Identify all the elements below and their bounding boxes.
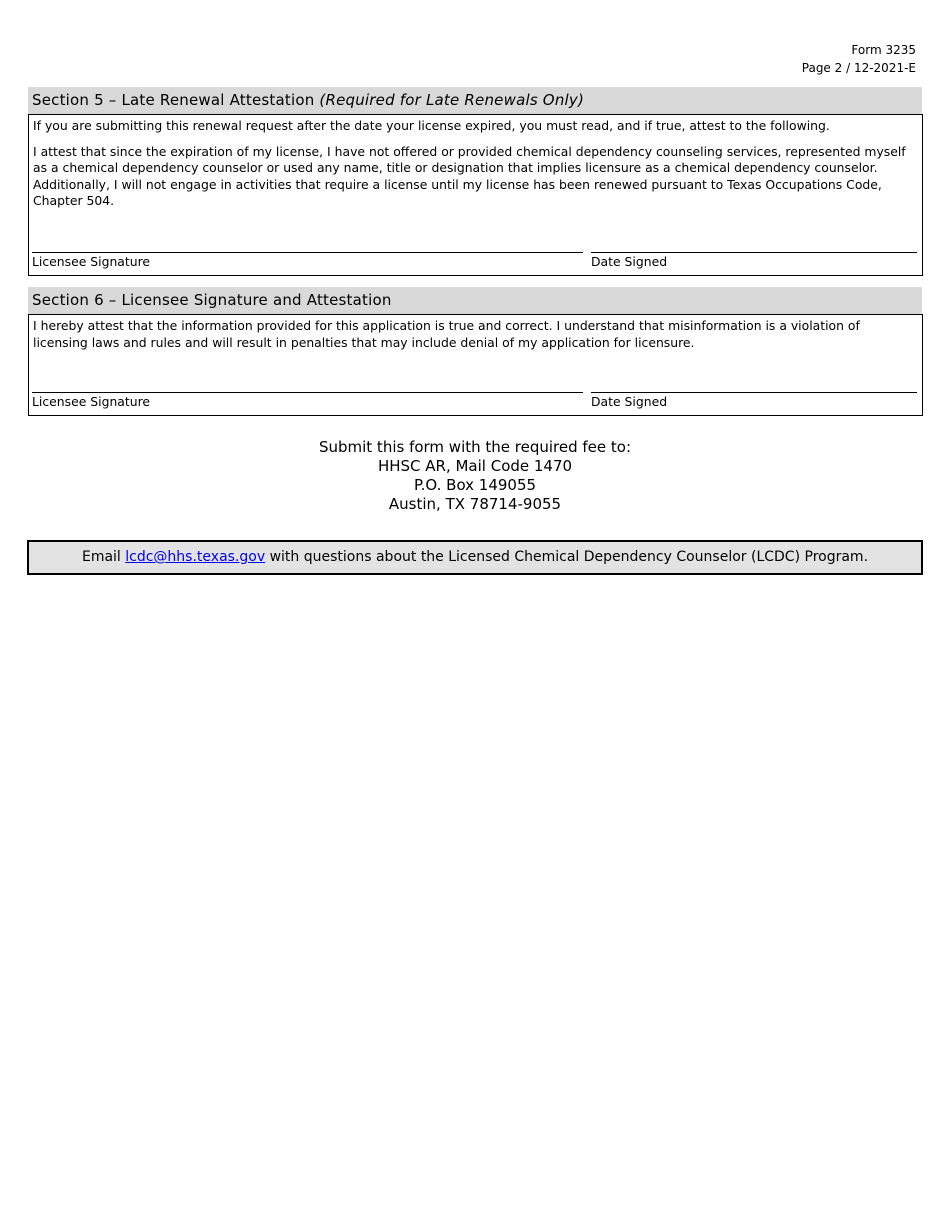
section-6-attestation: I hereby attest that the information provided for this application is true and correct. I understand that misinformation is a violation of licensing laws and rules and will result in penalties that may include denial of my application for licensure.: [33, 318, 860, 350]
section-5-attestation: I attest that since the expiration of my license, I have not offered or provided chemical dependency counseling services, represented myself as a chemical dependency counselor or used any name, title or designation that implies licensure as a chemical dependency counselor. Additionally, I will not engage in activities that require a license until my license has been renewed pursuant to Texas Occupations Code, Chapter 504.: [33, 143, 906, 208]
section-5-signature-label: Licensee Signature: [32, 254, 151, 269]
section-5-subtitle: (Required for Late Renewals Only): [319, 91, 585, 109]
section-6-box: [28, 314, 923, 416]
submit-instruction: Submit this form with the required fee to:: [318, 438, 632, 456]
section-5-box: [28, 114, 923, 276]
page-info: Page 2 / 12-2021-E: [801, 61, 916, 75]
submit-city: Austin, TX 78714-9055: [388, 495, 562, 513]
section-6-date-label: Date Signed: [591, 394, 668, 409]
contact-email-link[interactable]: lcdc@hhs.texas.gov: [125, 549, 266, 565]
section-5-intro: If you are submitting this renewal request after the date your license expired, you must read, and if true, attest to the following.: [33, 118, 830, 133]
section-6-signature-field[interactable]: [32, 392, 583, 411]
section-6-title: Section 6 – Licensee Signature and Attestation: [32, 291, 392, 309]
contact-prefix: Email: [81, 549, 121, 565]
form-number: Form 3235: [851, 43, 916, 57]
section-6-date-field[interactable]: [591, 392, 917, 411]
submit-address: [0, 438, 950, 514]
submit-po-box: P.O. Box 149055: [413, 476, 537, 494]
form-header: [802, 41, 916, 77]
section-5-date-label: Date Signed: [591, 254, 668, 269]
section-5-header: [28, 87, 922, 114]
section-5-title: Section 5 – Late Renewal Attestation: [32, 91, 315, 109]
section-6-signature-label: Licensee Signature: [32, 394, 151, 409]
submit-mail-code: HHSC AR, Mail Code 1470: [377, 457, 573, 475]
section-6-signature-row: [29, 391, 922, 411]
section-5-signature-field[interactable]: [32, 252, 583, 271]
contact-suffix: with questions about the Licensed Chemical Dependency Counselor (LCDC) Program.: [269, 549, 869, 565]
contact-box: [27, 540, 923, 575]
section-5-signature-row: [29, 251, 922, 271]
section-5-date-field[interactable]: [591, 252, 917, 271]
section-6-header: [28, 287, 922, 314]
